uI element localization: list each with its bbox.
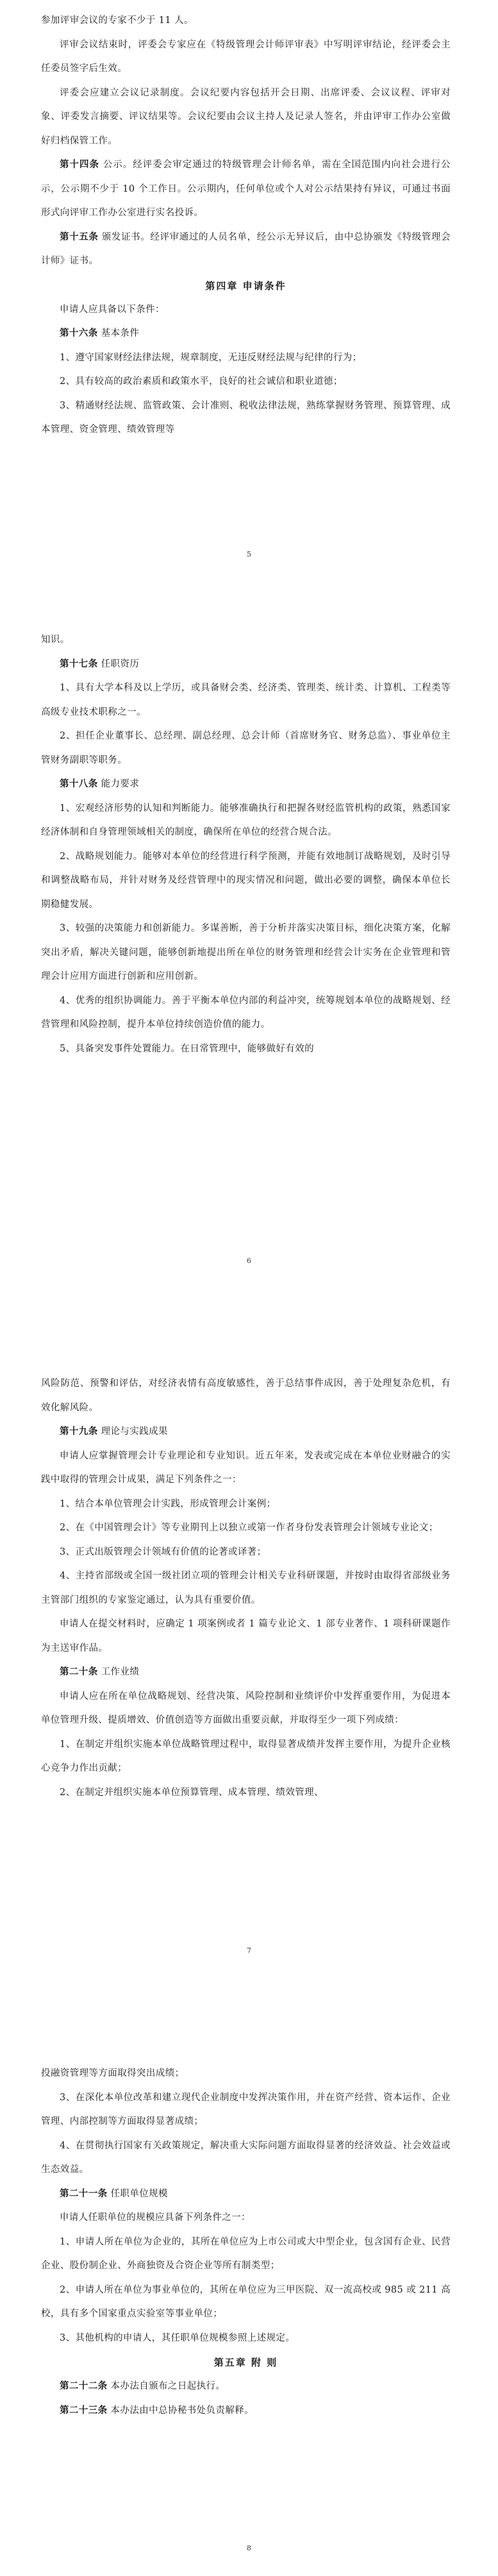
list-item: 1、在制定并组织实施本单位战略管理过程中，取得显著成绩并发挥主要作用，为提升企业核心竞争力作出贡献； <box>41 1739 451 1773</box>
paragraph: 评审会议结束时，评委会专家应在《特级管理会计师评审表》中写明评审结论，经评委会主任委员签字后生效。 <box>41 39 451 74</box>
article-18 <box>41 773 451 797</box>
article-text: 工作业绩 <box>101 1667 140 1677</box>
list-item: 1、宏观经济形势的认知和判断能力。能够准确执行和把握各财经监管机构的政策，熟悉国家经济体制和自身管理领域相关的制度，确保所在单位的经营合规合法。 <box>41 803 451 837</box>
article-label: 第十五条 <box>60 231 99 242</box>
list-item: 4、优秀的组织协调能力。善于平衡本单位内部的利益冲突，统筹规划本单位的战略规划、经营管理和风险控制，提升本单位持续创造价值的能力。 <box>41 995 451 1030</box>
article-text: 理论与实践成果 <box>101 1426 168 1437</box>
list-item: 2、具有较高的政治素质和政策水平，良好的社会诚信和职业道德； <box>60 376 343 387</box>
article-16 <box>41 322 451 346</box>
document-page-5 <box>0 0 498 603</box>
article-17 <box>41 653 451 677</box>
list-item: 2、战略规划能力。能够对本单位的经营进行科学预测，并能有效地制订战略规划，及时引导和调整战略布局，并针对财务及经营管理中的现实情况和问题，做出必要的调整，确保本单位长期稳健发展。 <box>41 851 451 910</box>
page-number: 7 <box>247 1946 251 1955</box>
list-item: 1、结合本单位管理会计实践，形成管理会计案例； <box>60 1498 276 1509</box>
chapter-heading: 第四章 申请条件 <box>205 280 286 292</box>
list-item: 2、在《中国管理会计》等专业期刊上以独立或第一作者身份发表管理会计领域专业论文； <box>60 1523 438 1533</box>
article-text: 本办法自颁布之日起执行。 <box>110 2381 226 2391</box>
paragraph: 投融资管理等方面取得突出成绩； <box>41 2068 185 2078</box>
document-page-8 <box>0 1987 498 2576</box>
article-text: 能力要求 <box>101 779 140 789</box>
paragraph: 申请人任职单位的规模应具备下列条件之一： <box>60 2212 251 2223</box>
paragraph: 参加评审会议的专家不少于 11 人。 <box>41 15 194 26</box>
list-item: 2、申请人所在单位为事业单位的，其所在单位应为三甲医院、双一流高校或 985 或 211 高校，具有多个国家重点实验室等事业单位； <box>41 2284 451 2319</box>
article-14 <box>41 153 451 226</box>
paragraph: 评委会应建立会议记录制度。会议纪要内容包括开会日期、出席评委、会议议程、评审对象、评委发言摘要、评议结果等。会议纪要由会议主持人及记录人签名，并由评审工作办公室做好归档保管工作。 <box>41 87 451 146</box>
article-label: 第二十二条 <box>60 2381 108 2391</box>
article-text: 任职资历 <box>101 658 140 669</box>
list-item: 3、较强的决策能力和创新能力。多谋善断，善于分析并落实决策目标，细化决策方案，化解突出矛盾，解决关键问题，能够创新地提出所在单位的财务管理和经营会计实务在企业管理和管理会计应用方面进行创新和应用创新。 <box>41 923 451 982</box>
list-item: 5、具备突发事件处置能力。在日常管理中，能够做好有效的 <box>60 1043 315 1054</box>
article-label: 第十九条 <box>60 1426 98 1437</box>
article-label: 第十八条 <box>60 779 98 789</box>
page-number: 6 <box>247 1257 251 1265</box>
list-item: 3、精通财经法规、监管政策、会计准则、税收法律法规，熟练掌握财务管理、预算管理、成本管理、资金管理、绩效管理等 <box>41 400 451 435</box>
document-page-7 <box>0 1301 498 1987</box>
paragraph: 知识。 <box>41 635 70 645</box>
page-number: 8 <box>247 2544 251 2552</box>
article-text: 任职单位规模 <box>110 2188 168 2199</box>
list-item: 3、正式出版管理会计领域有价值的论著或译著； <box>60 1546 267 1557</box>
list-item: 2、担任企业董事长、总经理、副总经理、总会计师（首席财务官、财务总监）、事业单位主管财务副职等职务。 <box>41 731 451 765</box>
list-item: 4、在贯彻执行国家有关政策规定，解决重大实际问题方面取得显著的经济效益、社会效益或生态效益。 <box>41 2140 451 2175</box>
list-item: 2、在制定并组织实施本单位预算管理、成本管理、绩效管理、 <box>60 1787 324 1798</box>
article-text: 公示。经评委会审定通过的特级管理会计师名单，需在全国范围内向社会进行公示，公示期不少于 10 个工作日。公示期内，任何单位或个人对公示结果持有异议，可通过书面形式向评审工作办公室进行实名投诉。 <box>41 160 451 218</box>
list-item: 1、申请人所在单位为企业的，其所在单位应为上市公司或大中型企业，包含国有企业、民营企业、股份制企业、外商独资及合资企业等所有制类型； <box>41 2236 451 2271</box>
article-23 <box>41 2399 451 2423</box>
list-item: 1、遵守国家财经法律法规，规章制度，无违反财经法规与纪律的行为； <box>60 352 362 363</box>
paragraph: 申请人应具备以下条件： <box>60 304 165 315</box>
article-20 <box>41 1660 451 1685</box>
article-label: 第十七条 <box>60 658 98 669</box>
article-label: 第十六条 <box>60 328 98 339</box>
article-text: 颁发证书。经评审通过的人员名单，经公示无异议后，由中总协颁发《特级管理会计师》证书。 <box>41 231 451 266</box>
article-19 <box>41 1420 451 1444</box>
article-label: 第二十条 <box>60 1667 98 1677</box>
paragraph: 申请人应掌握管理会计专业理论和专业知识。近五年来，发表或完成在本单位业财融合的实践中取得的管理会计成果，满足下列条件之一： <box>41 1450 451 1485</box>
document-page-6 <box>0 603 498 1301</box>
paragraph: 申请人在提交材料时，应确定 1 项案例或者 1 篇专业论文、1 部专业著作、1 项科研课题作为主送审作品。 <box>41 1619 451 1653</box>
article-label: 第二十一条 <box>60 2188 108 2199</box>
article-label: 第十四条 <box>60 160 100 170</box>
article-text: 本办法由中总协秘书处负责解释。 <box>110 2405 254 2416</box>
article-15 <box>41 226 451 274</box>
paragraph: 申请人应在所在单位战略规划、经营决策、风险控制和业绩评价中发挥重要作用，为促进本单位管理升级、提质增效、价值创造等方面做出重要贡献，并取得至少一项下列成绩： <box>41 1691 451 1725</box>
list-item: 3、其他机构的申请人，其任职单位规模参照上述规定。 <box>60 2332 295 2343</box>
paragraph: 风险防范、预警和评估，对经济表情有高度敏感性，善于总结事件成因，善于处理复杂危机，有效化解风险。 <box>41 1378 451 1413</box>
article-21 <box>41 2182 451 2207</box>
list-item: 1、具有大学本科及以上学历，或具备财会类、经济类、管理类、统计类、计算机、工程类等高级专业技术职称之一。 <box>41 683 451 717</box>
list-item: 3、在深化本单位改革和建立现代企业制度中发挥决策作用，并在资产经营、资本运作、企业管理、内部控制等方面取得显著成绩； <box>41 2092 451 2127</box>
article-text: 基本条件 <box>101 328 140 339</box>
chapter-heading: 第五章 附 则 <box>213 2357 278 2368</box>
article-22 <box>41 2375 451 2399</box>
page-number: 5 <box>247 550 251 558</box>
list-item: 4、主持省部级或全国一级社团立项的管理会计相关专业科研课题，并按时由取得省部级业务主管部门组织的专家鉴定通过，认为具有重要价值。 <box>41 1571 451 1605</box>
article-label: 第二十三条 <box>60 2405 108 2416</box>
